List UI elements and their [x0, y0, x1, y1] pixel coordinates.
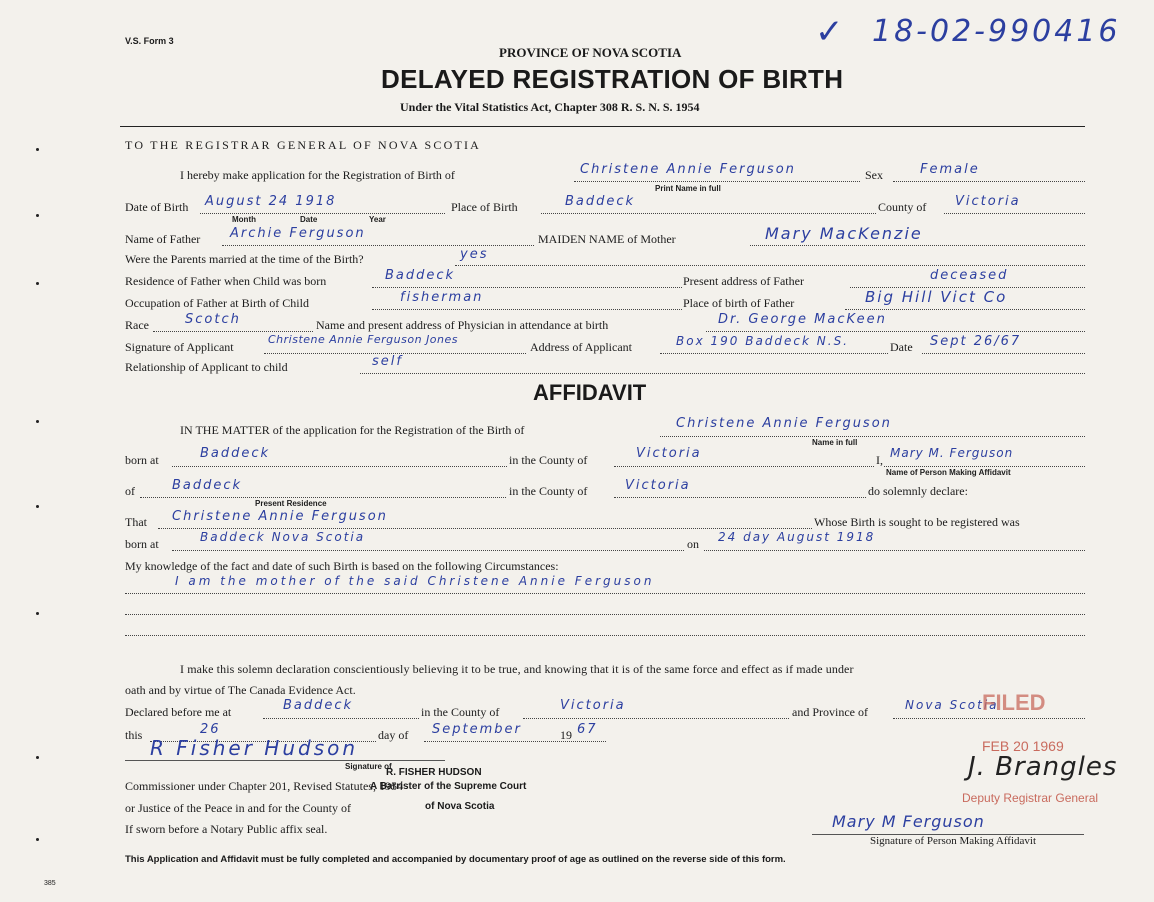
present-address-value: deceased	[930, 268, 1009, 283]
matter-label: IN THE MATTER of the application for the Registration of the Birth of	[180, 423, 525, 437]
circumstances-value: I am the mother of the said Christene Annie Ferguson	[175, 574, 655, 588]
this-label: this	[125, 728, 143, 742]
county2-value: Victoria	[625, 478, 691, 493]
child-name-value: Christene Annie Ferguson	[580, 162, 796, 177]
name-in-full-caption: Name in full	[812, 438, 858, 447]
applicant-signature-label: Signature of Applicant	[125, 340, 234, 354]
solemn-declaration-2: oath and by virtue of The Canada Evidence Act.	[125, 683, 356, 697]
province-heading: PROVINCE OF NOVA SCOTIA	[499, 45, 682, 60]
date-caption: Date	[300, 215, 318, 224]
i-label: I,	[876, 453, 883, 467]
present-residence-caption: Present Residence	[255, 499, 327, 508]
commissioner-line: Commissioner under Chapter 201, Revised Statutes, 1954	[125, 779, 403, 793]
relationship-label: Relationship of Applicant to child	[125, 360, 288, 374]
justice-line: or Justice of the Peace in and for the County of	[125, 801, 351, 815]
dob-value: August 24 1918	[205, 194, 337, 209]
margin-mark	[36, 420, 39, 423]
father-name-value: Archie Ferguson	[230, 226, 366, 241]
margin-mark	[36, 756, 39, 759]
year-caption: Year	[369, 215, 386, 224]
married-label: Were the Parents married at the time of the Birth?	[125, 252, 364, 266]
dob-label: Date of Birth	[125, 200, 189, 214]
day-of-label: day of	[378, 728, 409, 742]
applicant-signature-value: Christene Annie Ferguson Jones	[268, 333, 459, 346]
year-value: 67	[577, 722, 598, 737]
month-value: September	[432, 722, 522, 737]
father-birthplace-label: Place of birth of Father	[683, 296, 795, 310]
race-label: Race	[125, 318, 149, 332]
physician-value: Dr. George MacKeen	[718, 312, 887, 327]
date-value: Sept 26/67	[930, 334, 1022, 349]
registrar-signature: J. Brangles	[968, 752, 1118, 782]
sex-value: Female	[920, 162, 980, 177]
province-of-value: Nova Scotia	[905, 698, 999, 712]
margin-mark	[36, 612, 39, 615]
county-value: Victoria	[955, 194, 1021, 209]
present-address-label: Present address of Father	[683, 274, 804, 288]
born-at-value: Baddeck	[200, 446, 271, 461]
occupation-value: fisherman	[400, 290, 484, 305]
place-of-birth-label: Place of Birth	[451, 200, 518, 214]
print-name-caption: Print Name in full	[655, 184, 721, 193]
filed-stamp: FILED	[982, 690, 1046, 715]
margin-mark	[36, 148, 39, 151]
whose-birth-label: Whose Birth is sought to be registered was	[814, 515, 1020, 529]
deponent-caption: Name of Person Making Affidavit	[886, 468, 1011, 477]
declared-before-label: Declared before me at	[125, 705, 232, 719]
physician-label: Name and present address of Physician in attendance at birth	[316, 318, 609, 332]
county-label: County of	[878, 200, 927, 214]
born-at-label: born at	[125, 453, 159, 467]
county2-label: in the County of	[509, 484, 588, 498]
father-birthplace-value: Big Hill Vict Co	[865, 288, 1008, 306]
in-county3-label: in the County of	[421, 705, 500, 719]
application-intro: I hereby make application for the Registration of Birth of	[180, 168, 455, 182]
on-value: 24 day August 1918	[718, 530, 876, 544]
place-of-birth-value: Baddeck	[565, 194, 636, 209]
of-value: Baddeck	[172, 478, 243, 493]
day-value: 26	[200, 722, 221, 737]
commissioner-stamp-name: R. FISHER HUDSON	[386, 767, 482, 778]
residence-father-label: Residence of Father when Child was born	[125, 274, 327, 288]
date-label: Date	[890, 340, 913, 354]
declared-at-value: Baddeck	[283, 698, 354, 713]
margin-mark	[36, 214, 39, 217]
check-mark: ✓	[815, 12, 844, 52]
born-at2-value: Baddeck Nova Scotia	[200, 530, 366, 544]
form-code: V.S. Form 3	[125, 36, 174, 46]
file-number: 18-02-990416	[872, 14, 1121, 49]
in-county-value: Victoria	[636, 446, 702, 461]
in-county3-value: Victoria	[560, 698, 626, 713]
commissioner-stamp-province: of Nova Scotia	[425, 801, 495, 812]
matter-value: Christene Annie Ferguson	[676, 416, 892, 431]
father-name-label: Name of Father	[125, 232, 201, 246]
margin-mark	[36, 282, 39, 285]
page-title: DELAYED REGISTRATION OF BIRTH	[381, 64, 844, 94]
relationship-value: self	[372, 354, 403, 369]
solemnly-declare-label: do solemnly declare:	[868, 484, 968, 498]
married-value: yes	[460, 247, 489, 262]
divider	[120, 126, 1085, 127]
occupation-label: Occupation of Father at Birth of Child	[125, 296, 309, 310]
knowledge-label: My knowledge of the fact and date of such Birth is based on the following Circumstances:	[125, 559, 559, 573]
born-at2-label: born at	[125, 537, 159, 551]
mother-name-value: Mary MacKenzie	[765, 224, 923, 243]
applicant-address-value: Box 190 Baddeck N.S.	[676, 334, 849, 348]
margin-mark	[36, 838, 39, 841]
that-value: Christene Annie Ferguson	[172, 509, 388, 524]
solemn-declaration-1: I make this solemn declaration conscientiously believing it to be true, and knowing that it is of the same force and effect as if made under	[180, 662, 854, 676]
deponent-name-value: Mary M. Ferguson	[890, 446, 1014, 460]
commissioner-signature: R Fisher Hudson	[150, 736, 359, 760]
year-prefix: 19	[560, 728, 572, 742]
notary-line: If sworn before a Notary Public affix seal.	[125, 822, 328, 836]
signature-of-caption: Signature of	[345, 762, 392, 771]
mother-name-label: MAIDEN NAME of Mother	[538, 232, 676, 246]
registrar-title-stamp: Deputy Registrar General	[962, 791, 1099, 805]
in-county-label: in the County of	[509, 453, 588, 467]
deponent-signature: Mary M Ferguson	[832, 812, 985, 831]
that-label: That	[125, 515, 147, 529]
of-label: of	[125, 484, 135, 498]
race-value: Scotch	[185, 312, 241, 327]
sex-label: Sex	[865, 168, 883, 182]
affidavit-title: AFFIDAVIT	[533, 380, 647, 405]
on-label: on	[687, 537, 699, 551]
applicant-address-label: Address of Applicant	[530, 340, 632, 354]
filed-date-stamp: FEB 20 1969	[982, 738, 1064, 754]
month-caption: Month	[232, 215, 256, 224]
page-subtitle: Under the Vital Statistics Act, Chapter 308 R. S. N. S. 1954	[400, 100, 700, 114]
footer-code: 385	[44, 880, 56, 887]
province-of-label: and Province of	[792, 705, 868, 719]
margin-mark	[36, 505, 39, 508]
residence-father-value: Baddeck	[385, 268, 456, 283]
deponent-signature-caption: Signature of Person Making Affidavit	[870, 835, 1036, 847]
footer-note: This Application and Affidavit must be fully completed and accompanied by documentary proof of age as outlined on the reverse side of this form.	[125, 854, 786, 865]
commissioner-stamp-title: A Barrister of the Supreme Court	[370, 781, 527, 792]
addressee: TO THE REGISTRAR GENERAL OF NOVA SCOTIA	[125, 138, 482, 152]
